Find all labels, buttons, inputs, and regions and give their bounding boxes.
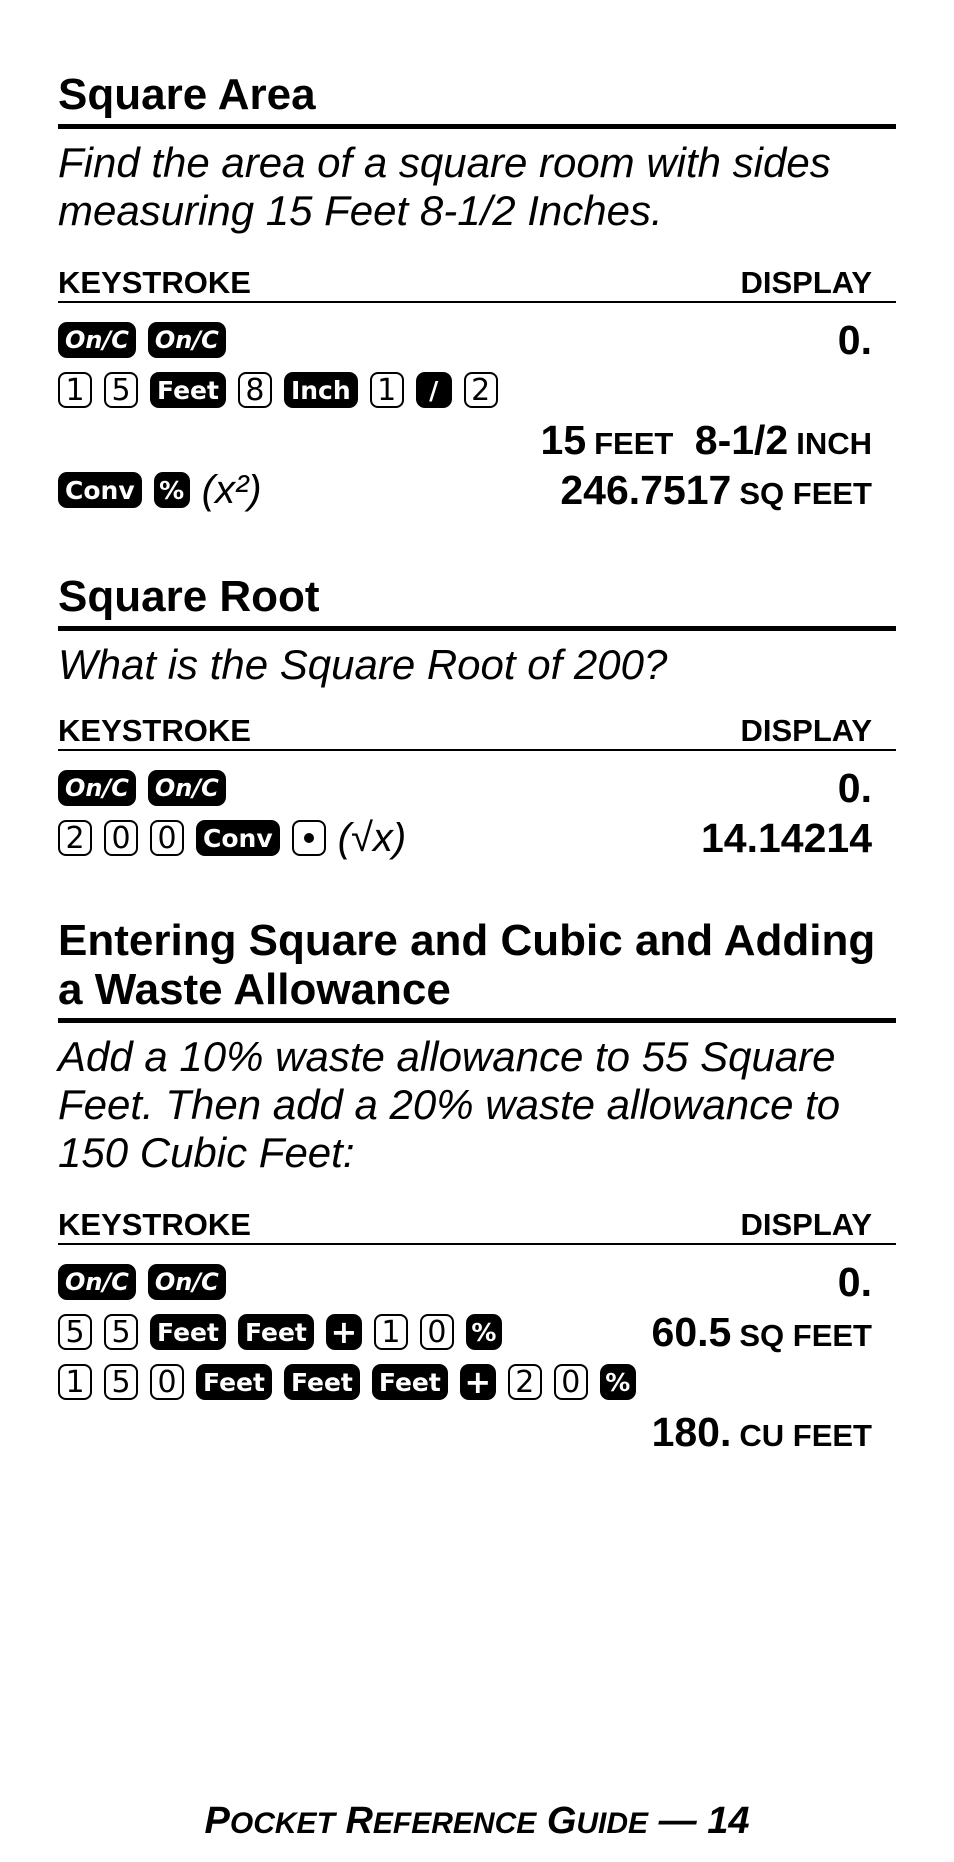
percent-key: % bbox=[154, 472, 190, 508]
display-row bbox=[58, 415, 896, 465]
digit-5-key: 5 bbox=[104, 372, 138, 408]
conv-key: Conv bbox=[196, 820, 280, 856]
footer-text: UIDE bbox=[576, 1807, 649, 1840]
feet-key: Feet bbox=[372, 1364, 448, 1400]
on-c-key: On/C bbox=[148, 322, 226, 358]
display-row bbox=[58, 1407, 896, 1457]
digit-8-key: 8 bbox=[238, 372, 272, 408]
digit-1-key: 1 bbox=[58, 1364, 92, 1400]
plus-key: + bbox=[460, 1364, 496, 1400]
display-value: 15 bbox=[540, 416, 587, 463]
digit-0-key: 0 bbox=[554, 1364, 588, 1400]
decimal-point-key bbox=[292, 820, 326, 856]
section-square-area bbox=[58, 70, 896, 515]
display-header: DISPLAY bbox=[740, 1207, 872, 1242]
percent-key: % bbox=[466, 1314, 502, 1350]
digit-1-key: 1 bbox=[374, 1314, 408, 1350]
digit-5-key: 5 bbox=[104, 1364, 138, 1400]
display-value: 180. bbox=[651, 1408, 732, 1455]
digit-0-key: 0 bbox=[150, 820, 184, 856]
feet-key: Feet bbox=[284, 1364, 360, 1400]
display-value: 0. bbox=[837, 1258, 872, 1305]
digit-2-key: 2 bbox=[464, 372, 498, 408]
digit-2-key: 2 bbox=[508, 1364, 542, 1400]
keystroke-header: KEYSTROKE bbox=[58, 713, 251, 748]
fraction-key: / bbox=[416, 372, 452, 408]
display-value: 0. bbox=[837, 316, 872, 363]
keystroke-row bbox=[58, 365, 896, 415]
section-intro: Find the area of a square room with sides measuring 15 Feet 8-1/2 Inches. bbox=[58, 139, 831, 234]
on-c-key: On/C bbox=[148, 770, 226, 806]
feet-key: Feet bbox=[150, 372, 226, 408]
keystroke-row bbox=[58, 465, 896, 515]
display-unit: INCH bbox=[796, 425, 872, 461]
digit-1-key: 1 bbox=[370, 372, 404, 408]
on-c-key: On/C bbox=[58, 1264, 136, 1300]
section-title: Square Area bbox=[58, 70, 896, 129]
footer-text: R bbox=[345, 1800, 373, 1842]
digit-2-key: 2 bbox=[58, 820, 92, 856]
on-c-key: On/C bbox=[148, 1264, 226, 1300]
footer-text: EFERENCE bbox=[372, 1807, 537, 1840]
feet-key: Feet bbox=[150, 1314, 226, 1350]
keystroke-header: KEYSTROKE bbox=[58, 265, 251, 300]
digit-0-key: 0 bbox=[150, 1364, 184, 1400]
function-note: (√x) bbox=[337, 815, 407, 860]
function-note: (x²) bbox=[201, 467, 262, 512]
display-header: DISPLAY bbox=[740, 265, 872, 300]
inch-key: Inch bbox=[284, 372, 358, 408]
keystroke-row bbox=[58, 1307, 896, 1357]
column-header bbox=[58, 713, 896, 751]
percent-key: % bbox=[600, 1364, 636, 1400]
display-unit: SQ FEET bbox=[739, 475, 872, 511]
dot-icon bbox=[304, 833, 314, 843]
feet-key: Feet bbox=[196, 1364, 272, 1400]
display-value: 8-1/2 bbox=[694, 416, 789, 463]
digit-5-key: 5 bbox=[58, 1314, 92, 1350]
keystroke-row bbox=[58, 1357, 896, 1407]
section-title: Square Root bbox=[58, 572, 896, 631]
section-title: Entering Square and Cubic and Adding a Waste Allowance bbox=[58, 916, 896, 1023]
keystroke-row bbox=[58, 1257, 896, 1307]
feet-key: Feet bbox=[238, 1314, 314, 1350]
display-unit: SQ FEET bbox=[739, 1317, 872, 1353]
keystroke-row bbox=[58, 813, 896, 863]
display-unit: CU FEET bbox=[739, 1417, 872, 1453]
footer-text: P bbox=[204, 1800, 230, 1842]
digit-1-key: 1 bbox=[58, 372, 92, 408]
section-intro: What is the Square Root of 200? bbox=[58, 641, 668, 688]
column-header bbox=[58, 1207, 896, 1245]
footer-text: — 14 bbox=[658, 1800, 750, 1842]
keystroke-row bbox=[58, 315, 896, 365]
on-c-key: On/C bbox=[58, 322, 136, 358]
display-value: 60.5 bbox=[651, 1308, 732, 1355]
display-value: 14.14214 bbox=[700, 814, 872, 861]
display-header: DISPLAY bbox=[740, 713, 872, 748]
section-square-root bbox=[58, 572, 896, 863]
plus-key: + bbox=[326, 1314, 362, 1350]
keystroke-header: KEYSTROKE bbox=[58, 1207, 251, 1242]
conv-key: Conv bbox=[58, 472, 142, 508]
footer-text: G bbox=[546, 1800, 577, 1842]
display-value: 246.7517 bbox=[560, 466, 732, 513]
page-footer bbox=[0, 1800, 954, 1843]
digit-0-key: 0 bbox=[104, 820, 138, 856]
section-intro: Add a 10% waste allowance to 55 Square Feet. Then add a 20% waste allowance to 150 Cubic Feet: bbox=[58, 1033, 841, 1176]
section-waste-allowance bbox=[58, 916, 896, 1457]
digit-5-key: 5 bbox=[104, 1314, 138, 1350]
display-unit: FEET bbox=[594, 425, 674, 461]
on-c-key: On/C bbox=[58, 770, 136, 806]
keystroke-row bbox=[58, 763, 896, 813]
footer-text: OCKET bbox=[229, 1807, 335, 1840]
digit-0-key: 0 bbox=[420, 1314, 454, 1350]
column-header bbox=[58, 265, 896, 303]
display-value: 0. bbox=[837, 764, 872, 811]
